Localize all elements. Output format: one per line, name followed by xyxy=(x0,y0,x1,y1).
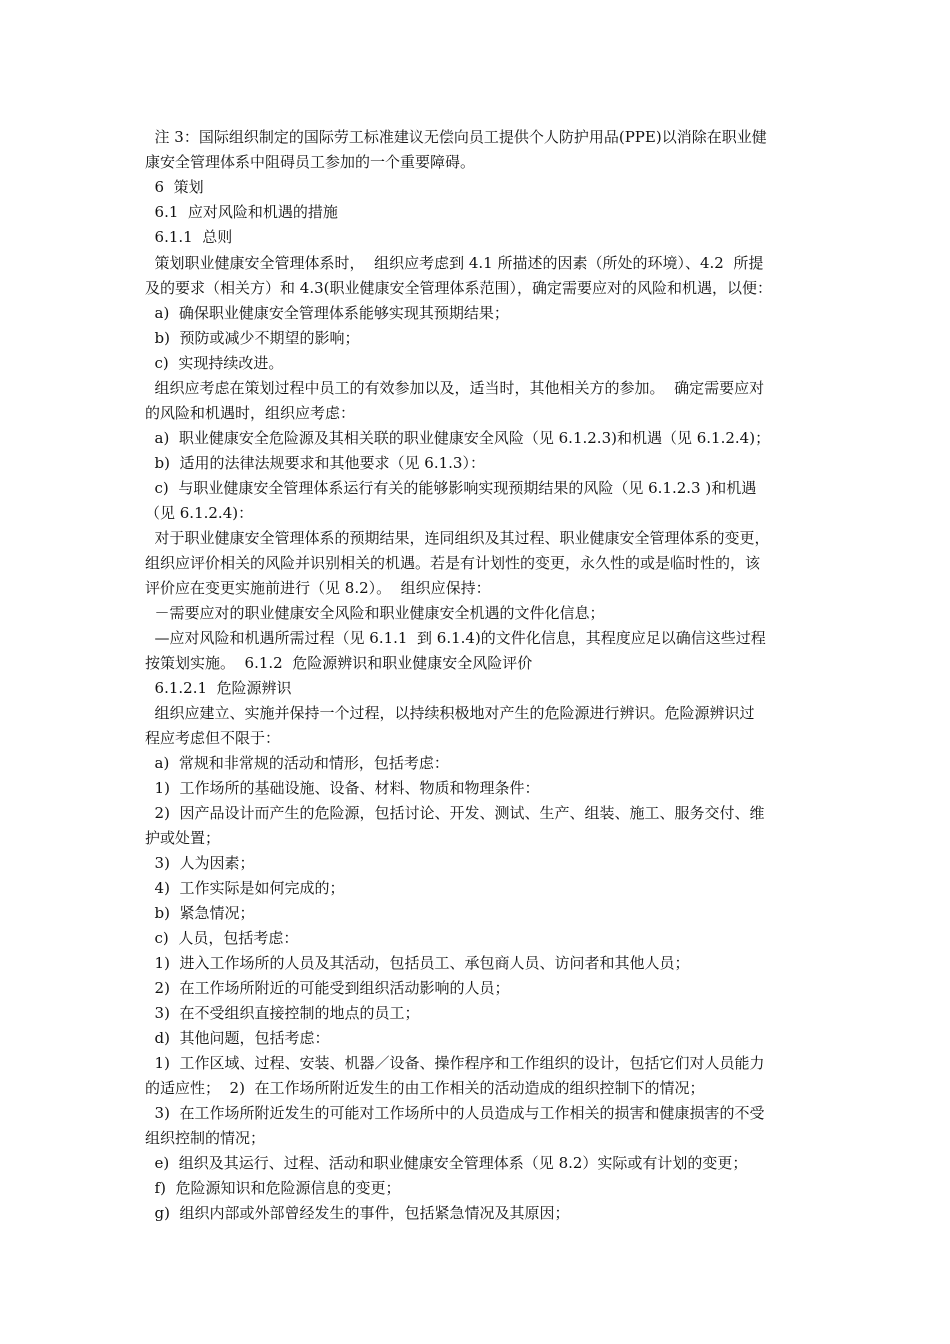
section-heading: 6.1 应对风险和机遇的措施 xyxy=(145,203,338,221)
text-line: 组织应建立、实施并保持一个过程，以持续积极地对产生的危险源进行辨识。危险源辨识过 xyxy=(145,704,755,722)
text-line: 组织控制的情况； xyxy=(145,1129,266,1147)
list-item: 2) 在工作场所附近的可能受到组织活动影响的人员； xyxy=(145,979,510,997)
list-item: 1) 进入工作场所的人员及其活动，包括员工、承包商人员、访问者和其他人员； xyxy=(145,954,690,972)
text-line: 评价应在变更实施前进行（见 8.2）。 组织应保持： xyxy=(145,579,491,597)
list-item: f) 危险源知识和危险源信息的变更； xyxy=(145,1179,401,1197)
list-item: 1) 工作场所的基础设施、设备、材料、物质和物理条件： xyxy=(145,779,540,797)
text-line: 对于职业健康安全管理体系的预期结果，连同组织及其过程、职业健康安全管理体系的变更， xyxy=(145,529,770,547)
list-item: －需要应对的职业健康安全风险和职业健康安全机遇的文件化信息； xyxy=(145,604,605,622)
section-heading: 6 策划 xyxy=(145,178,204,196)
list-item: 3) 人为因素； xyxy=(145,854,255,872)
text-line: 策划职业健康安全管理体系时， 组织应考虑到 4.1 所描述的因素（所处的环境）、4.2 所提 xyxy=(145,254,764,272)
list-item: c) 人员，包括考虑： xyxy=(145,929,299,947)
list-item: c) 与职业健康安全管理体系运行有关的能够影响实现预期结果的风险（见 6.1.2.3 )和机遇 xyxy=(145,479,757,497)
text-line: 组织应考虑在策划过程中员工的有效参加以及，适当时，其他相关方的参加。 确定需要应对 xyxy=(145,379,765,397)
list-item: 3) 在工作场所附近发生的可能对工作场所中的人员造成与工作相关的损害和健康损害的不受 xyxy=(145,1104,765,1122)
list-item: a) 职业健康安全危险源及其相关联的职业健康安全风险（见 6.1.2.3)和机遇（见 6.1.2.4)； xyxy=(145,429,771,447)
text-line: 护或处置； xyxy=(145,829,221,847)
list-item: b) 适用的法律法规要求和其他要求（见 6.1.3）： xyxy=(145,454,485,472)
text-line: 的适应性； 2) 在工作场所附近发生的由工作相关的活动造成的组织控制下的情况； xyxy=(145,1079,705,1097)
text-line: 按策划实施。 6.1.2 危险源辨识和职业健康安全风险评价 xyxy=(145,654,533,672)
text-line: 程应考虑但不限于： xyxy=(145,729,281,747)
section-heading: 6.1.1 总则 xyxy=(145,228,233,246)
list-item: 1) 工作区域、过程、安装、机器／设备、操作程序和工作组织的设计，包括它们对人员能力 xyxy=(145,1054,765,1072)
list-item: a) 确保职业健康安全管理体系能够实现其预期结果； xyxy=(145,304,509,322)
list-item: c) 实现持续改进。 xyxy=(145,354,284,372)
list-item: d) 其他问题，包括考虑： xyxy=(145,1029,330,1047)
list-item: 3) 在不受组织直接控制的地点的员工； xyxy=(145,1004,420,1022)
list-item: 2) 因产品设计而产生的危险源，包括讨论、开发、测试、生产、组装、施工、服务交付、维 xyxy=(145,804,765,822)
list-item: b) 紧急情况； xyxy=(145,904,255,922)
text-line: 注 3：国际组织制定的国际劳工标准建议无偿向员工提供个人防护用品(PPE)以消除在职业健 xyxy=(145,128,767,146)
list-item: g) 组织内部或外部曾经发生的事件，包括紧急情况及其原因； xyxy=(145,1204,570,1222)
list-item: e) 组织及其运行、过程、活动和职业健康安全管理体系（见 8.2）实际或有计划的变更； xyxy=(145,1154,748,1172)
text-line: 组织应评价相关的风险并识别相关的机遇。若是有计划性的变更，永久性的或是临时性的，该 xyxy=(145,554,761,572)
section-heading: 6.1.2.1 危险源辨识 xyxy=(145,679,292,697)
text-line: 的风险和机遇时，组织应考虑： xyxy=(145,404,356,422)
text-line: 及的要求（相关方）和 4.3(职业健康安全管理体系范围），确定需要应对的风险和机遇，以便： xyxy=(145,279,772,297)
list-item: —应对风险和机遇所需过程（见 6.1.1 到 6.1.4)的文件化信息，其程度应足以确信这些过程 xyxy=(145,629,766,647)
text-line: 康安全管理体系中阻碍员工参加的一个重要障碍。 xyxy=(145,153,476,171)
text-line: （见 6.1.2.4)： xyxy=(145,504,254,522)
list-item: 4) 工作实际是如何完成的； xyxy=(145,879,345,897)
list-item: a) 常规和非常规的活动和情形，包括考虑： xyxy=(145,754,449,772)
list-item: b) 预防或减少不期望的影响； xyxy=(145,329,360,347)
